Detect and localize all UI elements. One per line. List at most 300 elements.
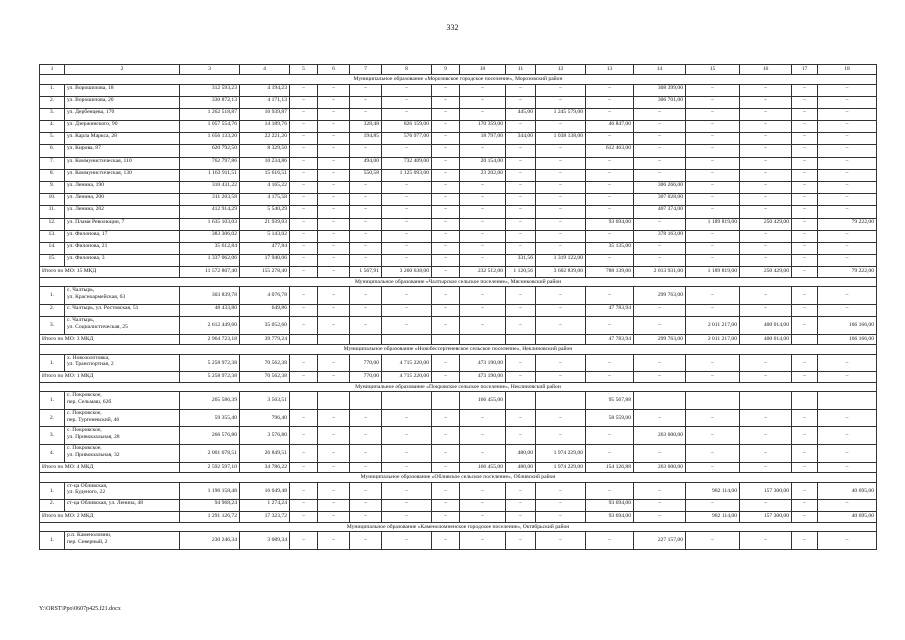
value-cell: – xyxy=(634,133,686,145)
value-cell: 3 563,51 xyxy=(240,392,290,410)
value-cell: – xyxy=(792,157,818,169)
value-cell: 550,58 xyxy=(350,169,382,181)
total-value xyxy=(536,334,586,345)
value-cell: – xyxy=(634,482,686,500)
value-cell: – xyxy=(536,206,586,218)
value-cell: – xyxy=(740,242,792,254)
value-cell: – xyxy=(382,145,432,157)
value-cell: 2 612 449,60 xyxy=(180,317,240,335)
total-value xyxy=(350,334,382,345)
total-value: – xyxy=(792,512,818,523)
value-cell: – xyxy=(318,354,350,372)
header-cell: 4 xyxy=(240,65,290,75)
value-cell: – xyxy=(740,206,792,218)
value-cell: – xyxy=(460,242,506,254)
value-cell: – xyxy=(432,482,460,500)
value-cell: – xyxy=(634,409,686,427)
value-cell: 35 052,60 xyxy=(240,317,290,335)
total-value: 155 278,40 xyxy=(240,267,290,278)
value-cell: – xyxy=(460,482,506,500)
value-cell: 16 049,48 xyxy=(240,482,290,500)
value-cell: – xyxy=(350,500,382,512)
address-cell: с. Покровское, пер. Тургеневский, 46 xyxy=(65,409,180,427)
value-cell: 1 038 138,00 xyxy=(536,133,586,145)
section-title: Муниципальное образование «Новобессергеневское сельское поселение», Неклиновский район xyxy=(40,345,877,355)
total-value: 982 114,00 xyxy=(686,512,740,523)
value-cell: – xyxy=(536,96,586,108)
value-cell: – xyxy=(818,108,877,120)
value-cell: – xyxy=(290,354,318,372)
address-cell: ст-ца Обливская, ул. Ленина, 48 xyxy=(65,500,180,512)
value-cell: – xyxy=(818,84,877,96)
value-cell: – xyxy=(818,96,877,108)
value-cell: – xyxy=(586,108,634,120)
address-cell: ул. Ленина, 202 xyxy=(65,206,180,218)
value-cell: – xyxy=(792,532,818,550)
page-number: 332 xyxy=(446,23,459,32)
value-cell: 308 399,00 xyxy=(634,84,686,96)
value-cell: – xyxy=(506,218,536,230)
value-cell: 166 455,00 xyxy=(460,392,506,410)
value-cell: 732 409,00 xyxy=(382,157,432,169)
value-cell: – xyxy=(818,157,877,169)
address-cell: ул. Филонова, 17 xyxy=(65,230,180,242)
value-cell: – xyxy=(350,255,382,267)
total-value: – xyxy=(318,267,350,278)
total-value: 2 011 217,00 xyxy=(686,334,740,345)
value-cell: – xyxy=(586,532,634,550)
value-cell xyxy=(382,392,432,410)
value-cell: 46 847,00 xyxy=(586,121,634,133)
value-cell: – xyxy=(686,230,740,242)
value-cell: – xyxy=(290,500,318,512)
value-cell xyxy=(686,392,740,410)
value-cell: 170 359,00 xyxy=(460,121,506,133)
value-cell: 5 258 972,38 xyxy=(180,354,240,372)
value-cell: 330 872,13 xyxy=(180,96,240,108)
address-cell: с. Покровское, пер. Сельмаш, 62б xyxy=(65,392,180,410)
value-cell: 1 196 158,48 xyxy=(180,482,240,500)
section-title: Муниципальное образование «Чалтырское сельское поселение», Мясниковский район xyxy=(40,277,877,287)
value-cell: – xyxy=(350,96,382,108)
value-cell: – xyxy=(318,169,350,181)
total-label: Итого по МО: 1 МКД xyxy=(40,372,180,383)
total-value: – xyxy=(740,372,792,383)
value-cell: 16 939,87 xyxy=(240,108,290,120)
total-value: 1 120,56 xyxy=(506,267,536,278)
value-cell: – xyxy=(792,304,818,316)
value-cell: – xyxy=(350,145,382,157)
header-cell: 5 xyxy=(290,65,318,75)
total-value: 400 014,00 xyxy=(740,334,792,345)
table-row xyxy=(40,500,877,512)
value-cell: – xyxy=(818,409,877,427)
value-cell: – xyxy=(686,354,740,372)
value-cell: – xyxy=(350,182,382,194)
value-cell: – xyxy=(460,218,506,230)
value-cell: 826 159,00 xyxy=(382,121,432,133)
total-value: – xyxy=(350,462,382,473)
value-cell: 307 028,00 xyxy=(634,194,686,206)
value-cell: – xyxy=(460,84,506,96)
value-cell: – xyxy=(506,206,536,218)
value-cell: – xyxy=(792,427,818,445)
value-cell: – xyxy=(536,304,586,316)
row-number: 6. xyxy=(40,145,65,157)
value-cell: 263 000,00 xyxy=(634,427,686,445)
total-row xyxy=(40,267,877,278)
section-title-row xyxy=(40,522,877,532)
total-value: 40 695,00 xyxy=(818,512,877,523)
value-cell: – xyxy=(318,145,350,157)
row-number: 8. xyxy=(40,169,65,181)
value-cell: 477,84 xyxy=(240,242,290,254)
value-cell: – xyxy=(818,354,877,372)
value-cell: – xyxy=(818,230,877,242)
value-cell: – xyxy=(460,194,506,206)
total-value: 157 300,00 xyxy=(740,512,792,523)
header-cell: 15 xyxy=(686,65,740,75)
value-cell: – xyxy=(634,500,686,512)
total-value: – xyxy=(432,512,460,523)
total-value: 4 715 220,00 xyxy=(382,372,432,383)
value-cell: – xyxy=(740,145,792,157)
value-cell: – xyxy=(686,182,740,194)
table-row xyxy=(40,354,877,372)
value-cell: – xyxy=(318,157,350,169)
value-cell: – xyxy=(506,354,536,372)
table-row xyxy=(40,409,877,427)
value-cell: – xyxy=(382,230,432,242)
total-value: 2 964 723,18 xyxy=(180,334,240,345)
value-cell: – xyxy=(506,482,536,500)
value-cell: – xyxy=(818,121,877,133)
value-cell: 26 849,51 xyxy=(240,445,290,463)
table-row xyxy=(40,133,877,145)
total-value: 1 567,91 xyxy=(350,267,382,278)
value-cell: – xyxy=(686,206,740,218)
value-cell: – xyxy=(382,304,432,316)
value-cell: 48 433,80 xyxy=(180,304,240,316)
value-cell: – xyxy=(818,145,877,157)
row-number: 1. xyxy=(40,532,65,550)
value-cell: – xyxy=(432,133,460,145)
value-cell: 383 306,02 xyxy=(180,230,240,242)
value-cell: – xyxy=(506,121,536,133)
value-cell: – xyxy=(318,108,350,120)
budget-table-container xyxy=(39,64,876,550)
total-value: – xyxy=(536,512,586,523)
value-cell: – xyxy=(634,121,686,133)
value-cell: – xyxy=(586,427,634,445)
table-row xyxy=(40,482,877,500)
header-cell: 12 xyxy=(536,65,586,75)
value-cell: 1 057 554,76 xyxy=(180,121,240,133)
value-cell: – xyxy=(290,230,318,242)
value-cell: – xyxy=(460,145,506,157)
value-cell: 4 194,23 xyxy=(240,84,290,96)
value-cell: – xyxy=(740,304,792,316)
value-cell: – xyxy=(460,206,506,218)
value-cell: 265 586,39 xyxy=(180,392,240,410)
header-cell: 2 xyxy=(65,65,180,75)
value-cell: – xyxy=(536,317,586,335)
value-cell: – xyxy=(382,317,432,335)
value-cell: 227 157,00 xyxy=(634,532,686,550)
total-value: 788 139,00 xyxy=(586,267,634,278)
value-cell: 494,00 xyxy=(350,157,382,169)
total-value: – xyxy=(432,462,460,473)
value-cell: – xyxy=(792,500,818,512)
value-cell: – xyxy=(792,287,818,305)
value-cell: 412 914,29 xyxy=(180,206,240,218)
total-value: – xyxy=(318,512,350,523)
value-cell xyxy=(634,392,686,410)
row-number: 2. xyxy=(40,409,65,427)
value-cell: – xyxy=(350,84,382,96)
row-number: 9. xyxy=(40,182,65,194)
total-value: – xyxy=(432,372,460,383)
value-cell: 4 165,22 xyxy=(240,182,290,194)
total-value: – xyxy=(506,512,536,523)
value-cell: – xyxy=(432,445,460,463)
row-number: 10. xyxy=(40,194,65,206)
value-cell: – xyxy=(740,194,792,206)
address-cell: ул. Дзержинского, 90 xyxy=(65,121,180,133)
total-value xyxy=(318,334,350,345)
value-cell: – xyxy=(432,157,460,169)
total-value: 47 783,94 xyxy=(586,334,634,345)
value-cell: 311 203,58 xyxy=(180,194,240,206)
total-value: – xyxy=(318,462,350,473)
value-cell: – xyxy=(792,96,818,108)
value-cell: – xyxy=(350,532,382,550)
value-cell: 166 166,00 xyxy=(818,317,877,335)
value-cell: – xyxy=(318,317,350,335)
value-cell: – xyxy=(792,84,818,96)
value-cell: – xyxy=(460,96,506,108)
table-row xyxy=(40,194,877,206)
value-cell: – xyxy=(536,230,586,242)
value-cell: – xyxy=(290,194,318,206)
total-label: Итого по МО: 4 МКД xyxy=(40,462,180,473)
row-number: 7. xyxy=(40,157,65,169)
value-cell: 14 189,76 xyxy=(240,121,290,133)
address-cell: ул. Коммунистическая, 130 xyxy=(65,169,180,181)
row-number: 1. xyxy=(40,392,65,410)
table-row xyxy=(40,218,877,230)
value-cell: – xyxy=(460,287,506,305)
row-number: 14. xyxy=(40,242,65,254)
total-value xyxy=(290,334,318,345)
header-cell: 6 xyxy=(318,65,350,75)
value-cell: – xyxy=(536,409,586,427)
value-cell: – xyxy=(506,194,536,206)
value-cell: 400 014,00 xyxy=(740,317,792,335)
value-cell: – xyxy=(318,194,350,206)
value-cell: – xyxy=(740,230,792,242)
value-cell: 612 463,00 xyxy=(586,145,634,157)
value-cell: 620 792,50 xyxy=(180,145,240,157)
value-cell: – xyxy=(792,169,818,181)
value-cell: – xyxy=(382,482,432,500)
address-cell: с. Покровское, ул. Привокзальная, 28 xyxy=(65,427,180,445)
total-value: 11 572 807,40 xyxy=(180,267,240,278)
value-cell: – xyxy=(634,157,686,169)
value-cell: – xyxy=(740,445,792,463)
value-cell: – xyxy=(792,121,818,133)
address-cell: ул. Ленина, 190 xyxy=(65,182,180,194)
total-value: – xyxy=(506,372,536,383)
header-cell: 7 xyxy=(350,65,382,75)
address-cell: ул. Пламя Революции, 7 xyxy=(65,218,180,230)
value-cell: 796,40 xyxy=(240,409,290,427)
value-cell: – xyxy=(432,532,460,550)
value-cell: – xyxy=(318,182,350,194)
value-cell: 47 783,94 xyxy=(586,304,634,316)
value-cell: – xyxy=(382,500,432,512)
header-cell: 8 xyxy=(382,65,432,75)
value-cell: – xyxy=(686,121,740,133)
value-cell: – xyxy=(290,287,318,305)
total-value: – xyxy=(350,512,382,523)
header-cell: 13 xyxy=(586,65,634,75)
total-value: 2 592 597,10 xyxy=(180,462,240,473)
value-cell: – xyxy=(586,445,634,463)
table-row xyxy=(40,145,877,157)
value-cell: 79 222,00 xyxy=(818,218,877,230)
value-cell: – xyxy=(536,84,586,96)
value-cell: – xyxy=(740,354,792,372)
value-cell: – xyxy=(634,255,686,267)
value-cell: – xyxy=(506,317,536,335)
value-cell: – xyxy=(290,121,318,133)
value-cell: – xyxy=(792,133,818,145)
value-cell: – xyxy=(460,304,506,316)
value-cell: 2 001 078,51 xyxy=(180,445,240,463)
total-label: Итого по МО: 3 МКД xyxy=(40,334,180,345)
value-cell: 40 695,00 xyxy=(818,482,877,500)
value-cell: – xyxy=(818,304,877,316)
total-value: 473 190,00 xyxy=(460,372,506,383)
total-value: 1 291 126,72 xyxy=(180,512,240,523)
value-cell: – xyxy=(506,304,536,316)
value-cell: 5 143,02 xyxy=(240,230,290,242)
value-cell: – xyxy=(818,287,877,305)
value-cell: – xyxy=(506,532,536,550)
header-cell: 1 xyxy=(40,65,65,75)
value-cell: 4 171,13 xyxy=(240,96,290,108)
value-cell: – xyxy=(536,354,586,372)
value-cell: – xyxy=(792,445,818,463)
value-cell: – xyxy=(634,242,686,254)
value-cell: 378 163,00 xyxy=(634,230,686,242)
value-cell: – xyxy=(318,304,350,316)
value-cell: – xyxy=(318,133,350,145)
total-value: – xyxy=(818,462,877,473)
value-cell: – xyxy=(290,182,318,194)
total-value: – xyxy=(432,267,460,278)
table-row xyxy=(40,427,877,445)
value-cell: – xyxy=(586,194,634,206)
total-value: – xyxy=(290,462,318,473)
value-cell: – xyxy=(318,84,350,96)
value-cell: – xyxy=(506,157,536,169)
value-cell: 8 329,50 xyxy=(240,145,290,157)
value-cell: – xyxy=(350,304,382,316)
total-value: – xyxy=(686,372,740,383)
value-cell: – xyxy=(536,427,586,445)
value-cell: – xyxy=(290,427,318,445)
value-cell: – xyxy=(634,317,686,335)
value-cell: – xyxy=(318,532,350,550)
value-cell: – xyxy=(536,182,586,194)
value-cell: – xyxy=(350,287,382,305)
value-cell: – xyxy=(792,182,818,194)
value-cell: – xyxy=(792,206,818,218)
value-cell: – xyxy=(460,427,506,445)
value-cell: – xyxy=(586,169,634,181)
section-title: Муниципальное образование «Каменоломненское городское поселение», Октябрьский район xyxy=(40,522,877,532)
value-cell: – xyxy=(318,482,350,500)
value-cell: 3 576,80 xyxy=(240,427,290,445)
value-cell: – xyxy=(586,182,634,194)
section-title-row xyxy=(40,75,877,85)
value-cell: – xyxy=(818,242,877,254)
total-label: Итого по МО: 15 МКД xyxy=(40,267,180,278)
value-cell: – xyxy=(586,157,634,169)
row-number: 1. xyxy=(40,354,65,372)
value-cell: – xyxy=(586,354,634,372)
value-cell: – xyxy=(506,96,536,108)
value-cell: – xyxy=(792,255,818,267)
address-cell: ул. Ворошилова, 18 xyxy=(65,84,180,96)
value-cell: – xyxy=(290,145,318,157)
row-number: 15. xyxy=(40,255,65,267)
value-cell: 1 974 229,00 xyxy=(536,445,586,463)
value-cell: – xyxy=(506,182,536,194)
value-cell: – xyxy=(318,242,350,254)
value-cell: – xyxy=(634,145,686,157)
value-cell: – xyxy=(460,532,506,550)
value-cell: – xyxy=(818,445,877,463)
value-cell: 1 262 518,87 xyxy=(180,108,240,120)
value-cell: – xyxy=(792,482,818,500)
value-cell: – xyxy=(318,500,350,512)
value-cell: – xyxy=(382,206,432,218)
value-cell: – xyxy=(740,121,792,133)
total-value: 770,00 xyxy=(350,372,382,383)
value-cell: – xyxy=(350,206,382,218)
value-cell: – xyxy=(506,427,536,445)
value-cell: 407 374,00 xyxy=(634,206,686,218)
total-value: 17 323,72 xyxy=(240,512,290,523)
value-cell: 70 562,38 xyxy=(240,354,290,372)
value-cell: – xyxy=(506,230,536,242)
value-cell: – xyxy=(586,482,634,500)
header-cell: 3 xyxy=(180,65,240,75)
value-cell: – xyxy=(792,242,818,254)
value-cell: – xyxy=(686,133,740,145)
value-cell: – xyxy=(506,287,536,305)
value-cell: – xyxy=(318,287,350,305)
value-cell: 1 274,24 xyxy=(240,500,290,512)
total-value: – xyxy=(460,512,506,523)
table-row xyxy=(40,182,877,194)
row-number: 3. xyxy=(40,108,65,120)
value-cell: – xyxy=(432,206,460,218)
total-value: – xyxy=(740,462,792,473)
